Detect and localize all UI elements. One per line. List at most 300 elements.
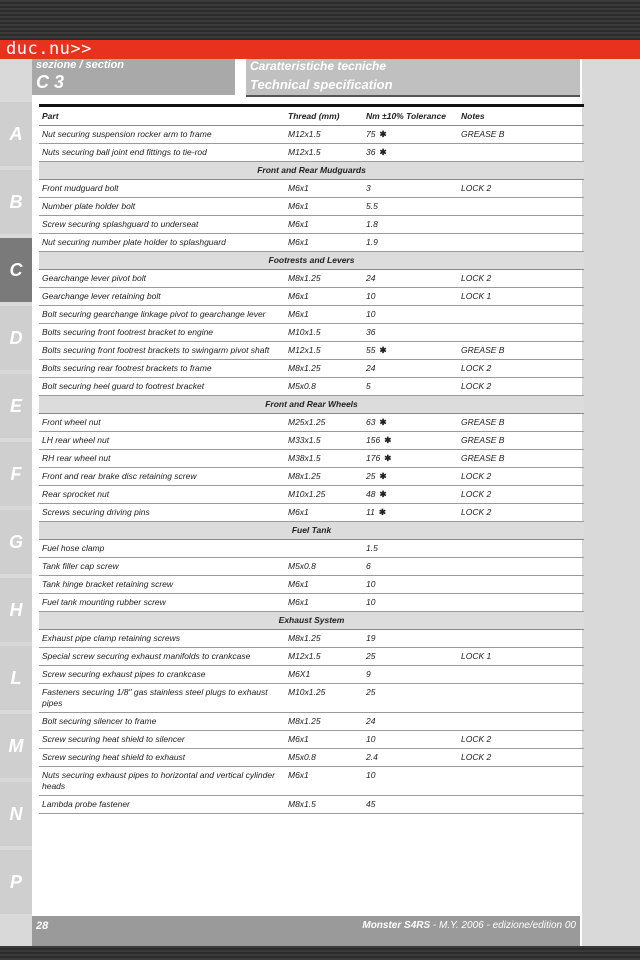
cell-notes-text: GREASE B [461, 129, 505, 139]
cell-part [39, 648, 285, 666]
cell-thread [285, 126, 363, 144]
asterisk-icon: ✱ [379, 147, 387, 157]
cell-thread [285, 796, 363, 814]
cell-part-text: Fuel tank mounting rubber screw [42, 597, 166, 607]
cell-torque-text: 25 [366, 687, 376, 697]
cell-part [39, 630, 285, 648]
cell-part [39, 360, 285, 378]
section-title-italian: Caratteristiche tecniche [250, 59, 387, 73]
cell-thread-text: M6x1 [288, 597, 309, 607]
cell-torque [363, 558, 458, 576]
header-notes: Notes [458, 106, 584, 126]
cell-part [39, 342, 285, 360]
cell-thread [285, 414, 363, 432]
cell-torque-text: 24 [366, 273, 376, 283]
asterisk-icon: ✱ [384, 453, 392, 463]
model-edition [362, 920, 576, 931]
cell-torque [363, 713, 458, 731]
cell-torque-text: 48 [366, 489, 376, 499]
cell-notes [458, 767, 584, 796]
cell-part-text: Gearchange lever retaining bolt [42, 291, 161, 301]
page-footer [32, 916, 580, 946]
cell-notes-text: LOCK 1 [461, 291, 492, 301]
cell-torque-text: 25 [366, 651, 376, 661]
cell-thread-text: M33x1.5 [288, 435, 321, 445]
cell-thread [285, 749, 363, 767]
tab-b[interactable]: B [0, 170, 32, 234]
cell-thread-text: M5x0.8 [288, 561, 316, 571]
cell-thread [285, 360, 363, 378]
tab-g[interactable]: G [0, 510, 32, 574]
table-row [39, 270, 584, 288]
edition-text: - M.Y. 2006 - edizione/edition 00 [430, 920, 576, 931]
cell-thread-text: M6X1 [288, 669, 311, 679]
cell-part-text: Nuts securing ball joint end fittings to tie-rod [42, 147, 207, 157]
cell-notes [458, 749, 584, 767]
cell-notes [458, 360, 584, 378]
cell-notes [458, 540, 584, 558]
cell-torque-text: 19 [366, 633, 376, 643]
torque-table [39, 104, 584, 814]
asterisk-icon: ✱ [379, 345, 387, 355]
cell-notes [458, 342, 584, 360]
cell-part-text: Bolt securing silencer to frame [42, 716, 157, 726]
cell-notes [458, 630, 584, 648]
cell-part [39, 767, 285, 796]
cell-notes [458, 684, 584, 713]
cell-thread [285, 270, 363, 288]
section-header [32, 59, 235, 95]
cell-notes-text: LOCK 1 [461, 651, 492, 661]
cell-thread-text: M8x1.25 [288, 633, 321, 643]
cell-torque [363, 144, 458, 162]
cell-torque [363, 126, 458, 144]
cell-part-text: Bolt securing gearchange linkage pivot to gearchange lever [42, 309, 266, 319]
cell-thread [285, 144, 363, 162]
cell-part [39, 558, 285, 576]
cell-torque [363, 731, 458, 749]
cell-thread-text: M6x1 [288, 309, 309, 319]
cell-torque [363, 234, 458, 252]
cell-part [39, 288, 285, 306]
cell-notes [458, 414, 584, 432]
cell-torque [363, 216, 458, 234]
table-header-row [39, 106, 584, 126]
cell-thread [285, 713, 363, 731]
cell-notes [458, 216, 584, 234]
table-row [39, 144, 584, 162]
table-row [39, 796, 584, 814]
tab-l[interactable]: L [0, 646, 32, 710]
cell-torque [363, 288, 458, 306]
group-title: Front and Rear Mudguards [39, 162, 584, 180]
cell-thread-text: M6x1 [288, 183, 309, 193]
table-row [39, 767, 584, 796]
cell-notes-text: GREASE B [461, 417, 505, 427]
cell-notes-text: LOCK 2 [461, 489, 492, 499]
cell-part-text: Nut securing number plate holder to splashguard [42, 237, 226, 247]
table-row [39, 504, 584, 522]
cell-torque [363, 576, 458, 594]
cell-torque [363, 540, 458, 558]
cell-torque [363, 486, 458, 504]
tab-m[interactable]: M [0, 714, 32, 778]
cell-torque-text: 1.8 [366, 219, 378, 229]
cell-torque [363, 450, 458, 468]
cell-thread [285, 324, 363, 342]
cell-part-text: Bolts securing rear footrest brackets to frame [42, 363, 212, 373]
cell-notes [458, 144, 584, 162]
cell-torque-text: 3 [366, 183, 371, 193]
header-torque: Nm ±10% Tolerance [363, 106, 458, 126]
cell-thread-text: M6x1 [288, 201, 309, 211]
cell-torque [363, 767, 458, 796]
cell-torque-text: 10 [366, 579, 376, 589]
table-row [39, 360, 584, 378]
cell-notes [458, 198, 584, 216]
asterisk-icon: ✱ [379, 489, 387, 499]
cell-part-text: Front and rear brake disc retaining screw [42, 471, 197, 481]
tab-c[interactable]: C [0, 238, 32, 302]
cell-thread [285, 666, 363, 684]
tab-h[interactable]: H [0, 578, 32, 642]
cell-torque-text: 24 [366, 716, 376, 726]
cell-thread [285, 450, 363, 468]
cell-part-text: Gearchange lever pivot bolt [42, 273, 146, 283]
section-divider [246, 95, 580, 97]
cell-notes [458, 594, 584, 612]
cell-torque-text: 10 [366, 309, 376, 319]
cell-part [39, 594, 285, 612]
cell-torque-text: 36 [366, 147, 376, 157]
cell-torque-text: 24 [366, 363, 376, 373]
page-number: 28 [36, 920, 49, 932]
cell-part [39, 684, 285, 713]
table-row [39, 486, 584, 504]
group-title: Fuel Tank [39, 522, 584, 540]
cell-part [39, 731, 285, 749]
cell-thread [285, 216, 363, 234]
cell-part [39, 468, 285, 486]
cell-notes [458, 324, 584, 342]
cell-part [39, 486, 285, 504]
table-row [39, 306, 584, 324]
cell-thread-text: M6x1 [288, 219, 309, 229]
table-row [39, 684, 584, 713]
tab-d[interactable]: D [0, 306, 32, 370]
cell-thread-text: M6x1 [288, 291, 309, 301]
cell-notes [458, 576, 584, 594]
cell-thread-text: M8x1.25 [288, 363, 321, 373]
cell-thread [285, 504, 363, 522]
cell-thread-text: M6x1 [288, 734, 309, 744]
cell-part-text: Tank filler cap screw [42, 561, 119, 571]
cell-thread [285, 486, 363, 504]
cell-part-text: RH rear wheel nut [42, 453, 111, 463]
cell-thread-text: M25x1.25 [288, 417, 326, 427]
cell-thread-text: M5x0.8 [288, 381, 316, 391]
cell-part [39, 324, 285, 342]
cell-torque-text: 6 [366, 561, 371, 571]
cell-torque [363, 180, 458, 198]
cell-torque [363, 684, 458, 713]
site-logo[interactable]: duc.nu>> [6, 39, 92, 59]
cell-part [39, 414, 285, 432]
cell-torque [363, 342, 458, 360]
cell-notes-text: LOCK 2 [461, 507, 492, 517]
cell-torque [363, 648, 458, 666]
cell-notes-text: LOCK 2 [461, 273, 492, 283]
cell-thread [285, 378, 363, 396]
cell-part-text: Rear sprocket nut [42, 489, 110, 499]
cell-part-text: Screw securing exhaust pipes to crankcase [42, 669, 206, 679]
cell-notes-text: LOCK 2 [461, 183, 492, 193]
table-row [39, 288, 584, 306]
cell-torque-text: 36 [366, 327, 376, 337]
tab-n[interactable]: N [0, 782, 32, 846]
cell-part-text: Screw securing heat shield to exhaust [42, 752, 186, 762]
cell-notes [458, 234, 584, 252]
tab-e[interactable]: E [0, 374, 32, 438]
tab-p[interactable]: P [0, 850, 32, 914]
cell-thread [285, 648, 363, 666]
table-row [39, 342, 584, 360]
cell-part [39, 749, 285, 767]
cell-notes [458, 180, 584, 198]
section-title-english: Technical specification [250, 77, 393, 92]
cell-notes [458, 270, 584, 288]
cell-torque [363, 594, 458, 612]
cell-part [39, 576, 285, 594]
table-row [39, 666, 584, 684]
cell-notes-text: GREASE B [461, 345, 505, 355]
cell-thread-text: M38x1.5 [288, 453, 321, 463]
cell-part-text: Special screw securing exhaust manifolds to crankcase [42, 651, 251, 661]
cell-part-text: LH rear wheel nut [42, 435, 110, 445]
cell-torque-text: 156 [366, 435, 381, 445]
cell-part-text: Exhaust pipe clamp retaining screws [42, 633, 180, 643]
table-row [39, 198, 584, 216]
brand-bar [0, 40, 640, 59]
cell-part-text: Screws securing driving pins [42, 507, 150, 517]
cell-notes [458, 378, 584, 396]
cell-part-text: Tank hinge bracket retaining screw [42, 579, 174, 589]
cell-thread-text: M12x1.5 [288, 147, 321, 157]
cell-part-text: Front mudguard bolt [42, 183, 119, 193]
section-code: C 3 [36, 72, 65, 92]
header-part: Part [39, 106, 285, 126]
cell-torque [363, 198, 458, 216]
table-row [39, 216, 584, 234]
asterisk-icon: ✱ [379, 129, 387, 139]
asterisk-icon: ✱ [378, 507, 386, 517]
tab-f[interactable]: F [0, 442, 32, 506]
cell-thread [285, 432, 363, 450]
table-row [39, 558, 584, 576]
cell-part-text: Screw securing heat shield to silencer [42, 734, 185, 744]
group-header-row [39, 612, 584, 630]
cell-notes [458, 713, 584, 731]
cell-thread-text: M10x1.25 [288, 489, 326, 499]
cell-torque-text: 45 [366, 799, 376, 809]
cell-thread [285, 767, 363, 796]
cell-thread-text: M8x1.5 [288, 799, 316, 809]
cell-torque [363, 796, 458, 814]
cell-torque-text: 10 [366, 770, 376, 780]
cell-notes [458, 288, 584, 306]
cell-notes-text: LOCK 2 [461, 471, 492, 481]
cell-part [39, 432, 285, 450]
table-row [39, 378, 584, 396]
cell-thread [285, 288, 363, 306]
section-label: sezione / section [36, 59, 125, 71]
section-title-block [246, 59, 580, 95]
cell-part-text: Bolt securing heel guard to footrest bracket [42, 381, 205, 391]
group-title: Exhaust System [39, 612, 584, 630]
table-row [39, 749, 584, 767]
cell-part [39, 306, 285, 324]
cell-thread [285, 342, 363, 360]
cell-torque [363, 414, 458, 432]
bottom-texture-bar [0, 946, 640, 960]
cell-notes-text: GREASE B [461, 435, 505, 445]
cell-notes [458, 450, 584, 468]
cell-torque [363, 378, 458, 396]
cell-torque-text: 176 [366, 453, 381, 463]
cell-thread-text: M12x1.5 [288, 651, 321, 661]
cell-part [39, 540, 285, 558]
cell-notes [458, 432, 584, 450]
table-row [39, 414, 584, 432]
cell-thread-text: M8x1.25 [288, 273, 321, 283]
model-name: Monster S4RS [362, 920, 431, 931]
cell-part-text: Front wheel nut [42, 417, 101, 427]
cell-torque-text: 55 [366, 345, 376, 355]
cell-thread-text: M6x1 [288, 237, 309, 247]
asterisk-icon: ✱ [384, 435, 392, 445]
cell-thread [285, 198, 363, 216]
cell-torque [363, 666, 458, 684]
cell-notes [458, 126, 584, 144]
cell-thread-text: M10x1.25 [288, 687, 326, 697]
cell-torque-text: 25 [366, 471, 376, 481]
cell-part-text: Fuel hose clamp [42, 543, 105, 553]
cell-thread-text: M5x0.8 [288, 752, 316, 762]
cell-notes-text: LOCK 2 [461, 363, 492, 373]
cell-part [39, 504, 285, 522]
cell-thread [285, 684, 363, 713]
cell-thread-text: M8x1.25 [288, 716, 321, 726]
cell-thread [285, 180, 363, 198]
table-row [39, 576, 584, 594]
group-header-row [39, 252, 584, 270]
table-row [39, 648, 584, 666]
cell-notes [458, 468, 584, 486]
cell-torque-text: 5 [366, 381, 371, 391]
table-row [39, 540, 584, 558]
torque-table-container [39, 104, 584, 814]
group-header-row [39, 396, 584, 414]
table-row [39, 594, 584, 612]
cell-part [39, 378, 285, 396]
cell-thread-text: M6x1 [288, 579, 309, 589]
asterisk-icon: ✱ [379, 417, 387, 427]
cell-torque [363, 504, 458, 522]
cell-torque [363, 432, 458, 450]
cell-notes [458, 306, 584, 324]
header-thread: Thread (mm) [285, 106, 363, 126]
cell-torque-text: 11 [366, 507, 375, 517]
cell-part [39, 216, 285, 234]
table-row [39, 468, 584, 486]
cell-thread [285, 306, 363, 324]
cell-part-text: Fasteners securing 1/8" gas stainless steel plugs to exhaust pipes [42, 687, 268, 708]
cell-torque [363, 749, 458, 767]
cell-torque-text: 10 [366, 734, 376, 744]
cell-thread [285, 468, 363, 486]
cell-thread-text: M8x1.25 [288, 471, 321, 481]
cell-notes [458, 648, 584, 666]
cell-thread [285, 234, 363, 252]
cell-thread [285, 540, 363, 558]
cell-torque-text: 10 [366, 291, 376, 301]
cell-part [39, 234, 285, 252]
cell-thread [285, 630, 363, 648]
cell-part [39, 666, 285, 684]
cell-notes-text: LOCK 2 [461, 734, 492, 744]
cell-torque [363, 630, 458, 648]
cell-part-text: Nut securing suspension rocker arm to frame [42, 129, 212, 139]
table-row [39, 630, 584, 648]
cell-part [39, 126, 285, 144]
cell-part-text: Lambda probe fastener [42, 799, 130, 809]
cell-torque-text: 63 [366, 417, 376, 427]
cell-thread-text: M12x1.5 [288, 345, 321, 355]
cell-part [39, 450, 285, 468]
cell-torque [363, 270, 458, 288]
cell-thread-text: M10x1.5 [288, 327, 321, 337]
cell-torque-text: 5.5 [366, 201, 378, 211]
cell-notes [458, 558, 584, 576]
group-title: Front and Rear Wheels [39, 396, 584, 414]
cell-notes-text: LOCK 2 [461, 752, 492, 762]
group-header-row [39, 162, 584, 180]
cell-thread [285, 576, 363, 594]
cell-thread-text: M12x1.5 [288, 129, 321, 139]
table-row [39, 180, 584, 198]
cell-part [39, 144, 285, 162]
group-header-row [39, 522, 584, 540]
cell-torque [363, 468, 458, 486]
cell-torque [363, 324, 458, 342]
top-texture-bar [0, 0, 640, 40]
cell-torque-text: 2.4 [366, 752, 378, 762]
cell-torque-text: 75 [366, 129, 376, 139]
tab-a[interactable]: A [0, 102, 32, 166]
cell-thread-text: M6x1 [288, 507, 309, 517]
cell-notes [458, 731, 584, 749]
cell-part-text: Screw securing splashguard to underseat [42, 219, 199, 229]
cell-notes [458, 796, 584, 814]
table-row [39, 450, 584, 468]
cell-notes [458, 666, 584, 684]
cell-part [39, 796, 285, 814]
cell-torque [363, 360, 458, 378]
cell-part [39, 270, 285, 288]
cell-torque-text: 9 [366, 669, 371, 679]
cell-part [39, 198, 285, 216]
table-row [39, 432, 584, 450]
